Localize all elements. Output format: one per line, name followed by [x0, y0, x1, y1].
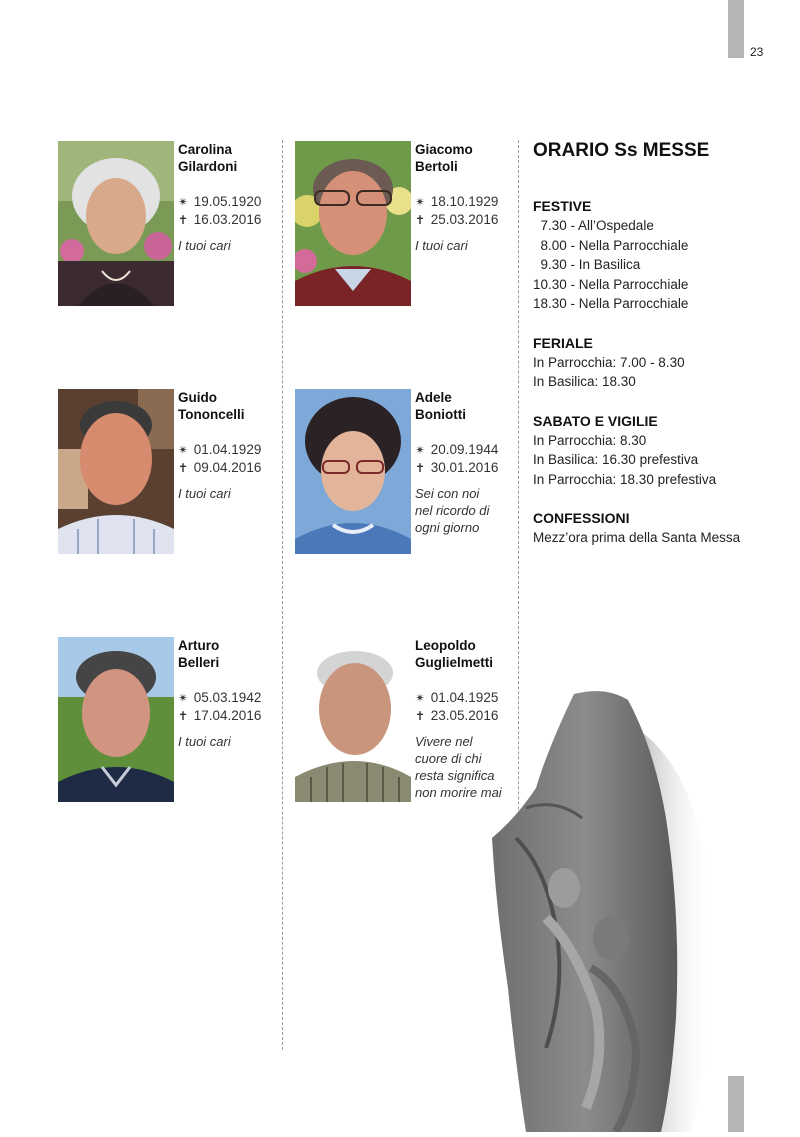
schedule-line: Mezz’ora prima della Santa Messa [533, 530, 741, 545]
memorial-note-line: nel ricordo di [415, 503, 490, 518]
schedule-heading: CONFESSIONI [533, 510, 630, 526]
memorial-note: I tuoi cari [178, 486, 231, 501]
birth-star-icon: ✴ [415, 691, 426, 705]
birth-date: 20.09.1944 [430, 442, 499, 457]
deceased-name-first: Guido [178, 390, 217, 405]
memorial-note: I tuoi cari [178, 734, 231, 749]
death-date: 25.03.2016 [430, 212, 499, 227]
death-cross-icon: ✝ [178, 461, 189, 475]
memorial-note-line: cuore di chi [415, 751, 482, 766]
mass-schedule [533, 140, 763, 568]
schedule-heading: FERIALE [533, 334, 593, 351]
schedule-line: In Parrocchia: 8.30 [533, 432, 647, 448]
death-date: 23.05.2016 [430, 708, 499, 723]
deceased-name-first: Arturo [178, 638, 220, 653]
memorial-note-line: resta significa [415, 768, 495, 783]
birth-star-icon: ✴ [178, 195, 189, 209]
birth-date: 19.05.1920 [193, 194, 262, 209]
death-cross-icon: ✝ [415, 709, 426, 723]
deceased-name-last: Tononcelli [178, 407, 245, 422]
deceased-name-first: Giacomo [415, 142, 473, 157]
deceased-name-first: Adele [415, 390, 452, 405]
death-date: 16.03.2016 [193, 212, 262, 227]
portrait-photo [58, 141, 174, 306]
obituary-entry [295, 637, 515, 812]
death-date: 17.04.2016 [193, 708, 262, 723]
schedule-section-confessioni [533, 509, 763, 548]
birth-date: 18.10.1929 [430, 194, 499, 209]
birth-date: 05.03.1942 [193, 690, 262, 705]
obituary-entry [58, 389, 278, 564]
memorial-note-line: Sei con noi [415, 486, 480, 501]
page-number: 23 [750, 45, 764, 59]
stone-sculpture-image [486, 688, 726, 1132]
schedule-line: 18.30 - Nella Parrocchiale [533, 296, 689, 311]
schedule-line: 9.30 - In Basilica [533, 257, 641, 272]
birth-star-icon: ✴ [415, 443, 426, 457]
death-date: 09.04.2016 [193, 460, 262, 475]
schedule-section-sabato [533, 412, 763, 490]
schedule-line: In Basilica: 18.30 [533, 374, 636, 389]
birth-date: 01.04.1925 [430, 690, 499, 705]
death-date: 30.01.2016 [430, 460, 499, 475]
portrait-photo [58, 637, 174, 802]
birth-star-icon: ✴ [415, 195, 426, 209]
schedule-section-feriale [533, 334, 763, 392]
schedule-line: In Basilica: 16.30 prefestiva [533, 452, 699, 467]
page-edge-tab-top [728, 0, 744, 58]
schedule-line: 8.00 - Nella Parrocchiale [533, 237, 689, 253]
deceased-name-last: Belleri [178, 655, 220, 670]
death-cross-icon: ✝ [415, 213, 426, 227]
memorial-note: I tuoi cari [178, 238, 231, 253]
schedule-line: 7.30 - All’Ospedale [533, 218, 654, 233]
schedule-line: In Parrocchia: 7.00 - 8.30 [533, 354, 685, 370]
obituary-entry [295, 141, 515, 316]
obituary-entry [295, 389, 515, 564]
death-cross-icon: ✝ [178, 213, 189, 227]
death-cross-icon: ✝ [415, 461, 426, 475]
deceased-name-last: Boniotti [415, 407, 466, 422]
deceased-name-last: Bertoli [415, 159, 458, 174]
deceased-name-last: Gilardoni [178, 159, 238, 174]
birth-star-icon: ✴ [178, 691, 189, 705]
deceased-name-first: Leopoldo [415, 638, 476, 653]
birth-star-icon: ✴ [178, 443, 189, 457]
schedule-heading: SABATO E VIGILIE [533, 412, 658, 429]
schedule-line: In Parrocchia: 18.30 prefestiva [533, 471, 717, 487]
schedule-line: 10.30 - Nella Parrocchiale [533, 276, 689, 292]
obituary-entry [58, 637, 278, 812]
memorial-note: I tuoi cari [415, 238, 468, 253]
page-edge-tab-bottom [728, 1076, 744, 1132]
schedule-heading: FESTIVE [533, 198, 592, 214]
birth-date: 01.04.1929 [193, 442, 262, 457]
obituary-entry [58, 141, 278, 316]
memorial-note-line: ogni giorno [415, 520, 480, 535]
memorial-note-line: Vivere nel [415, 734, 473, 749]
portrait-photo [58, 389, 174, 554]
schedule-title: ORARIO Ss MESSE [533, 140, 710, 161]
column-divider [282, 140, 283, 1050]
memorial-note-line: non morire mai [415, 785, 502, 800]
death-cross-icon: ✝ [178, 709, 189, 723]
deceased-name-last: Guglielmetti [415, 655, 494, 670]
portrait-photo [295, 141, 411, 306]
schedule-section-festive [533, 197, 763, 314]
portrait-photo [295, 389, 411, 554]
portrait-photo [295, 637, 411, 802]
deceased-name-first: Carolina [178, 142, 233, 157]
